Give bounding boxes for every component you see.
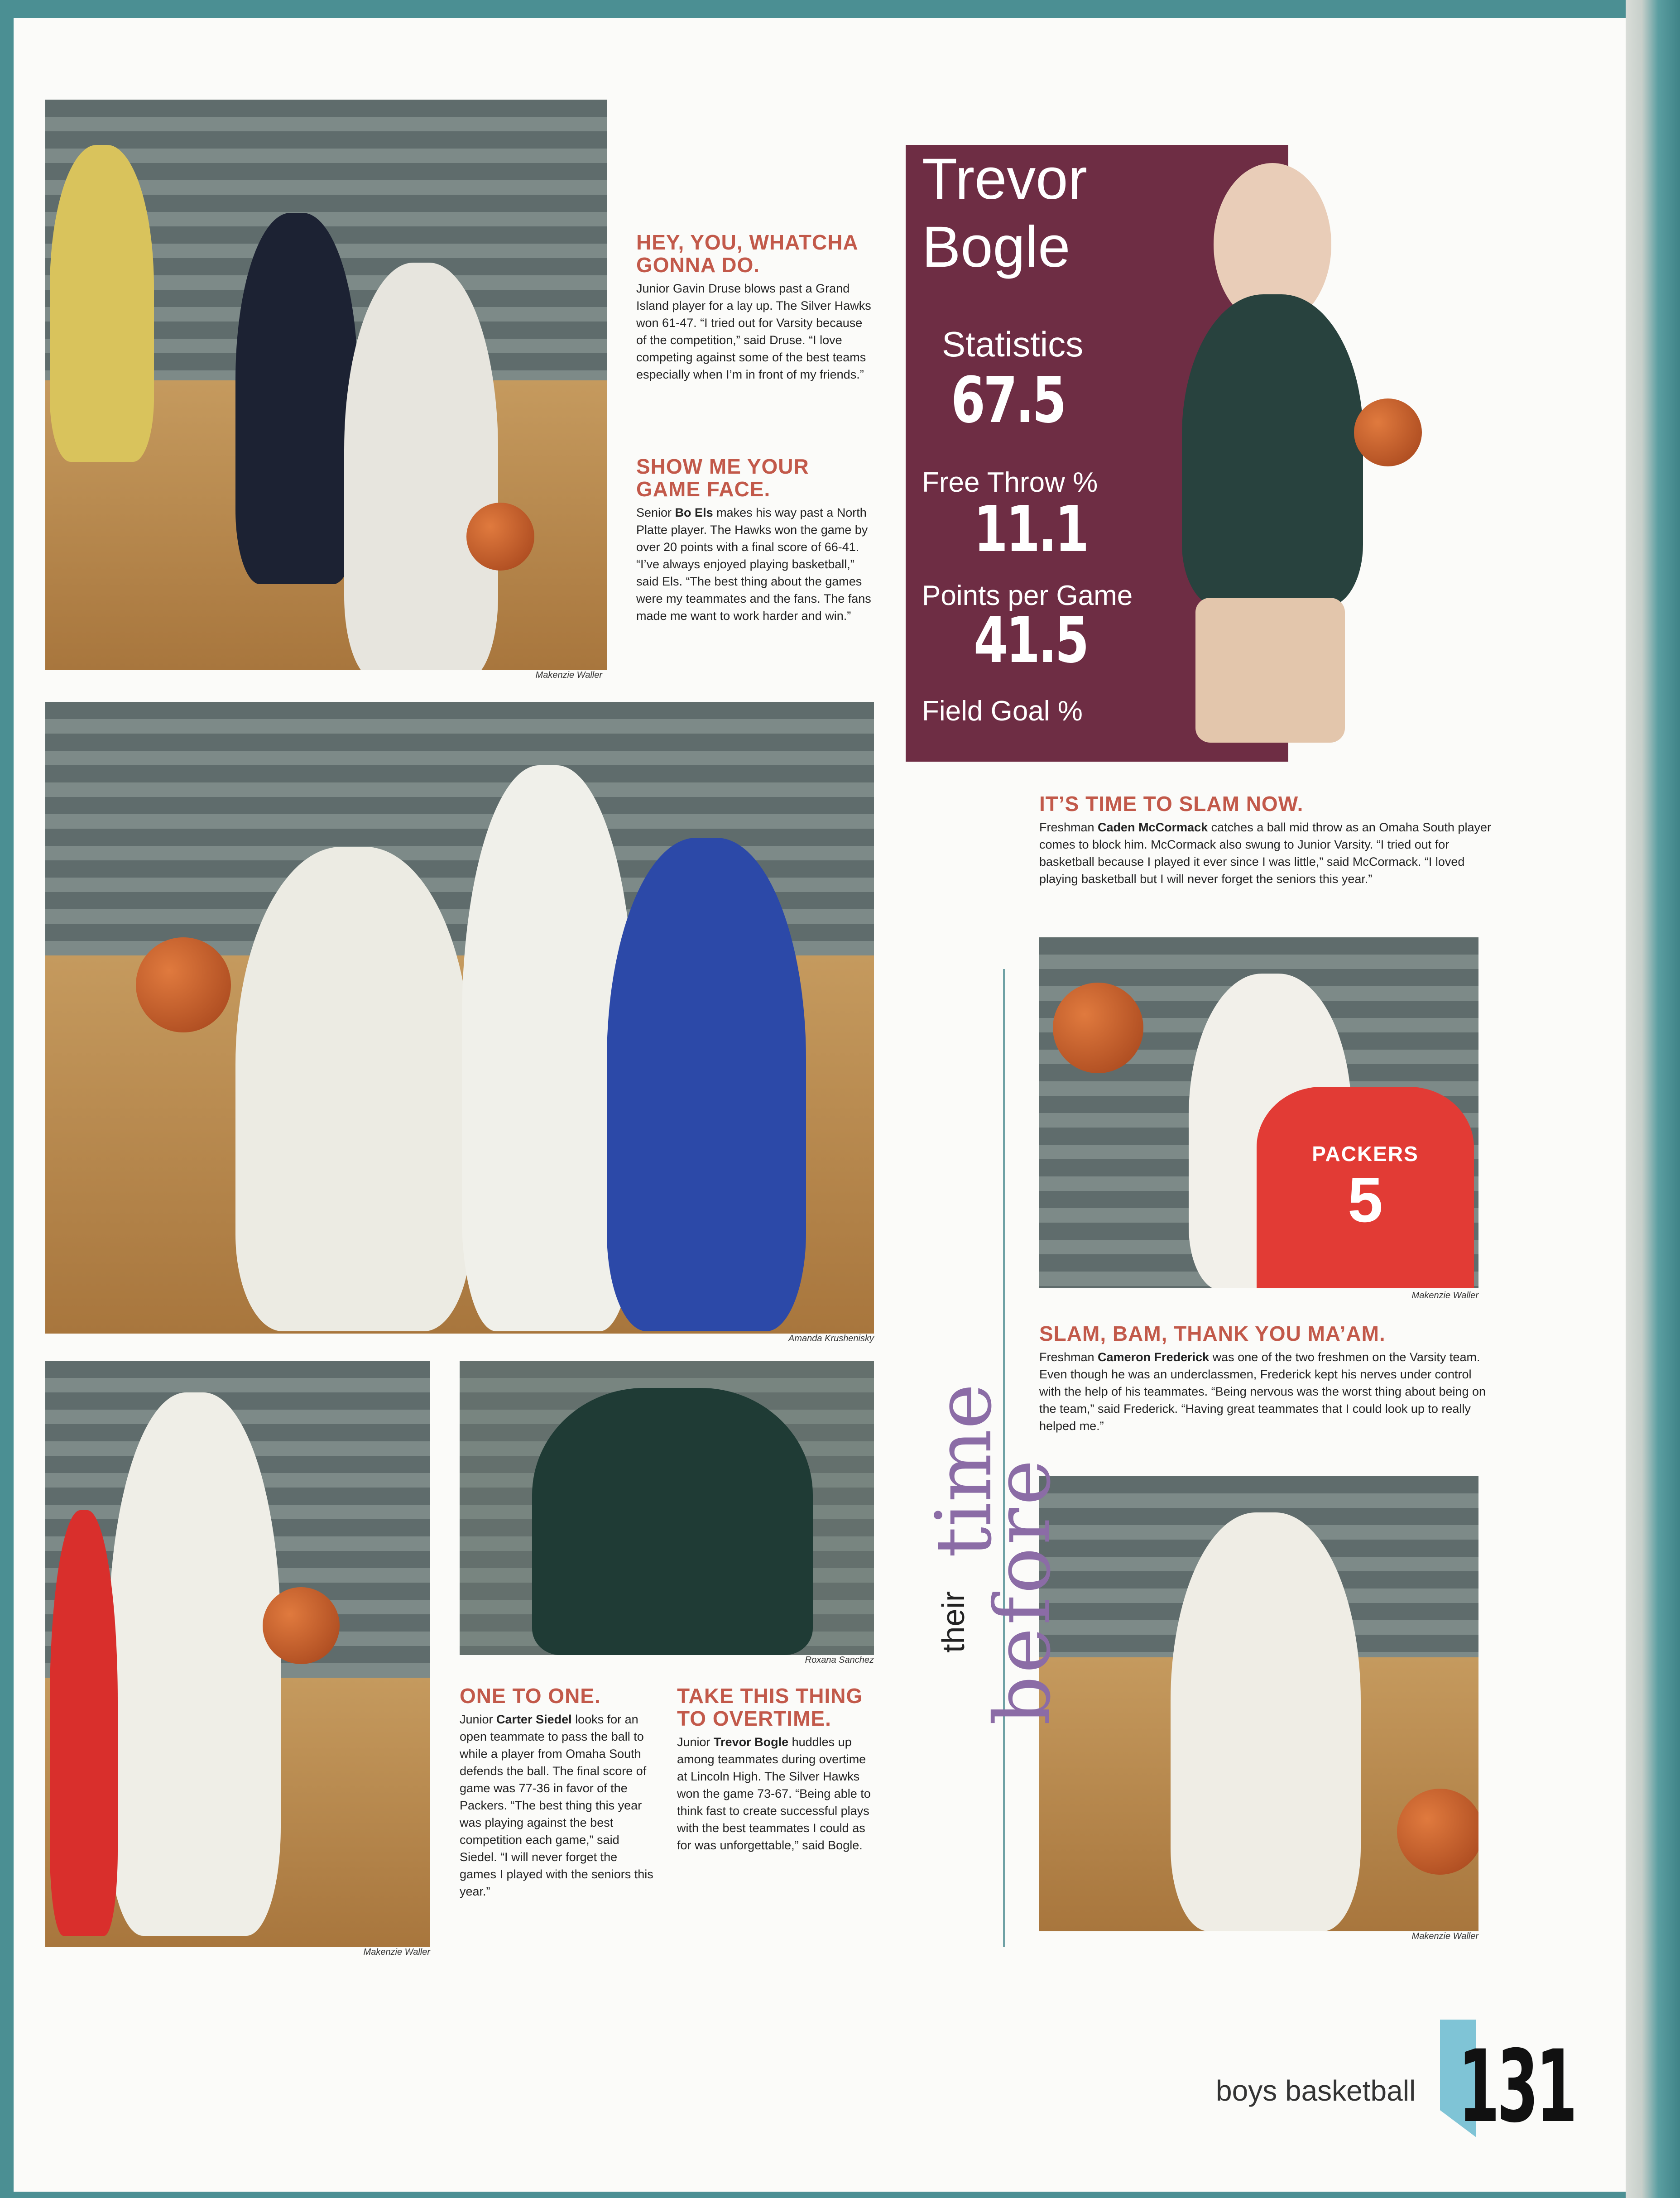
caption-name: Bo Els — [675, 506, 713, 519]
photo-credit: Makenzie Waller — [535, 670, 602, 680]
stats-first-name: Trevor — [922, 147, 1088, 211]
spread-title — [919, 1383, 1068, 1725]
caption-frederick — [1039, 1322, 1492, 1435]
section-label: boys basketball — [1216, 2074, 1416, 2107]
stat-value: 67.5 — [951, 364, 1065, 437]
stat-value: 11.1 — [974, 493, 1087, 566]
stats-last-name: Bogle — [922, 215, 1070, 279]
title-time: time — [919, 1383, 1009, 1558]
caption-text: Freshman Caden McCormack catches a ball mid throw as an Omaha South player comes to block him. McCormack also swung to Junior Varsity. “I tried out for basketball because I played it ever since I was little,” said McCormack. “I loved playing basketball but I will never forget the seniors this year.” — [1039, 821, 1491, 886]
caption-name: Trevor Bogle — [714, 1735, 789, 1749]
caption-heading: IT’S TIME TO SLAM NOW. — [1039, 792, 1304, 816]
siedel-photo — [45, 1361, 430, 1947]
caption-name: Caden McCormack — [1098, 821, 1208, 834]
caption-bogle — [677, 1684, 872, 1854]
photo-credit: Roxana Sanchez — [805, 1655, 874, 1665]
caption-siedel — [460, 1684, 654, 1900]
caption-heading: TAKE THIS THING TO OVERTIME. — [677, 1684, 863, 1730]
title-before: before — [978, 1457, 1068, 1725]
caption-name: Carter Siedel — [496, 1713, 572, 1726]
jersey-text: PACKERS — [1312, 1142, 1419, 1166]
book-page-edge — [1626, 0, 1680, 2198]
caption-els — [636, 455, 872, 624]
caption-heading: HEY, YOU, WHATCHA GONNA DO. — [636, 230, 858, 277]
page-number: 131 — [1458, 2029, 1575, 2145]
mccormack-photo — [1039, 937, 1478, 1288]
caption-text: Junior Carter Siedel looks for an open teammate to pass the ball to while a player from Omaha South defends the ball. The final score of game was 77-36 in favor of the Packers. “The best thing this year was playing against the best competition each game,” said Siedel. “I will never forget the games I played with the seniors this year.” — [460, 1713, 653, 1898]
caption-heading: ONE TO ONE. — [460, 1684, 601, 1708]
caption-heading: SLAM, BAM, THANK YOU MA’AM. — [1039, 1322, 1386, 1345]
caption-text: Senior Bo Els makes his way past a North Platte player. The Hawks won the game by over 20 points with a final score of 66-41. “I’ve always enjoyed playing basketball,” said Els. “The best thing about the games were my teammates and the fans. The fans made me want to work harder and win.” — [636, 506, 871, 623]
photo-credit: Makenzie Waller — [1411, 1291, 1478, 1301]
frederick-photo — [1039, 1476, 1478, 1931]
caption-heading: SHOW ME YOUR GAME FACE. — [636, 455, 809, 501]
photo-credit: Makenzie Waller — [1411, 1931, 1478, 1941]
druse-photo — [45, 100, 607, 670]
caption-druse — [636, 231, 872, 383]
bogle-portrait — [1132, 145, 1449, 762]
caption-name: Cameron Frederick — [1098, 1350, 1210, 1364]
stats-heading: Statistics — [942, 324, 1084, 364]
title-their: their — [936, 1591, 971, 1653]
photo-credit: Amanda Krushenisky — [788, 1334, 874, 1344]
caption-text: Junior Gavin Druse blows past a Grand Island player for a lay up. The Silver Hawks won 61-47. “I tried out for Varsity because of the competition,” said Druse. “I love competing against some of the best teams especially when I’m in front of my friends.” — [636, 282, 871, 381]
caption-mccormack — [1039, 792, 1492, 888]
photo-credit: Makenzie Waller — [363, 1947, 430, 1957]
bogle-huddle-photo — [460, 1361, 874, 1655]
caption-text: Junior Trevor Bogle huddles up among teammates during overtime at Lincoln High. The Silver Hawks won the game 73-67. “Being able to think fast to create successful plays with the best teammates I could as for was unforgettable,” said Bogle. — [677, 1735, 871, 1852]
caption-text: Freshman Cameron Frederick was one of the two freshmen on the Varsity team. Even though he was an underclassmen, Frederick kept his nerves under control with the help of his teammates. “Being nervous was the worst thing about being on the team,” said Frederick. “Having great teammates that I could look up to really helped me.” — [1039, 1350, 1486, 1433]
jersey-number: 5 — [1348, 1164, 1383, 1235]
yearbook-page — [14, 18, 1626, 2192]
stat-label: Field Goal % — [922, 696, 1083, 727]
stat-label: Free Throw % — [922, 467, 1098, 498]
stat-value: 41.5 — [974, 604, 1087, 677]
stat-label: Points per Game — [922, 580, 1133, 611]
els-photo — [45, 702, 874, 1334]
